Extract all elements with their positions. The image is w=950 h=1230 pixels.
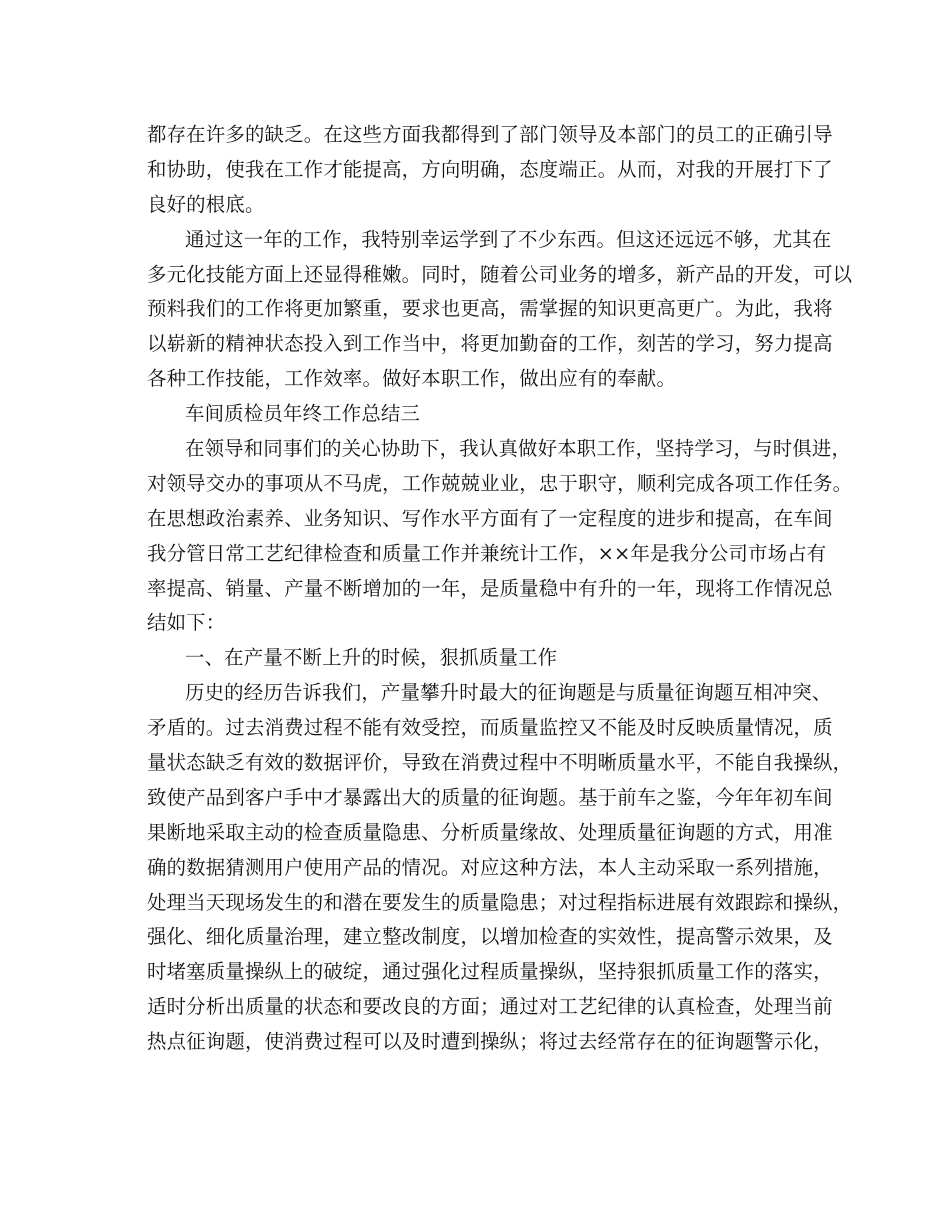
text-line: 矛盾的。过去消费过程不能有效受控，而质量监控又不能及时反映质量情况，质: [147, 716, 833, 740]
text-line: 强化、细化质量治理，建立整改制度，以增加检查的实效性，提高警示效果，及: [147, 925, 833, 949]
document-body: [147, 118, 853, 1060]
text-line: 以崭新的精神状态投入到工作当中，将更加勤奋的工作，刻苦的学习，努力提高: [147, 332, 833, 356]
text-line: 确的数据猜测用户使用产品的情况。对应这种方法，本人主动采取一系列措施，: [147, 855, 833, 879]
text-line: 良好的根底。: [147, 192, 265, 216]
text-line: 处理当天现场发生的和潜在要发生的质量隐患；对过程指标进展有效跟踪和操纵，: [147, 890, 853, 914]
text-line: 在思想政治素养、业务知识、写作水平方面有了一定程度的进步和提高，在车间: [147, 506, 833, 530]
text-line: 通过这一年的工作，我特别幸运学到了不少东西。但这还远远不够，尤其在: [185, 227, 832, 251]
text-line: 和协助，使我在工作才能提高，方向明确，态度端正。从而，对我的开展打下了: [147, 157, 833, 181]
text-line: 对领导交办的事项从不马虎，工作兢兢业业，忠于职守，顺利完成各项工作任务。: [147, 471, 853, 495]
text-line: 预料我们的工作将更加繁重，要求也更高，需掌握的知识更高更广。为此，我将: [147, 297, 833, 321]
text-line: 量状态缺乏有效的数据评价，导致在消费过程中不明晰质量水平，不能自我操纵，: [147, 751, 853, 775]
text-line: 在领导和同事们的关心协助下，我认真做好本职工作，坚持学习，与时俱进，: [185, 437, 852, 461]
text-line: 率提高、销量、产量不断增加的一年，是质量稳中有升的一年，现将工作情况总: [147, 576, 833, 600]
text-line: 热点征询题，使消费过程可以及时遭到操纵；将过去经常存在的征询题警示化，: [147, 1030, 833, 1054]
section-heading: 车间质检员年终工作总结三: [185, 402, 421, 426]
text-line: 多元化技能方面上还显得稚嫩。同时，随着公司业务的增多，新产品的开发，可以: [147, 262, 853, 286]
text-line: 历史的经历告诉我们，产量攀升时最大的征询题是与质量征询题互相冲突、: [185, 681, 832, 705]
text-line: 我分管日常工艺纪律检查和质量工作并兼统计工作，××年是我分公司市场占有: [147, 541, 827, 565]
text-line: 结如下：: [147, 611, 226, 635]
text-line: 致使产品到客户手中才暴露出大的质量的征询题。基于前车之鉴，今年年初车间: [147, 785, 833, 809]
text-line: 各种工作技能，工作效率。做好本职工作，做出应有的奉献。: [147, 367, 676, 391]
subsection-heading: 一、在产量不断上升的时候，狠抓质量工作: [185, 646, 558, 670]
text-line: 都存在许多的缺乏。在这些方面我都得到了部门领导及本部门的员工的正确引导: [147, 123, 833, 146]
text-line: 果断地采取主动的检查质量隐患、分析质量缘故、处理质量征询题的方式，用准: [147, 820, 833, 844]
text-line: 适时分析出质量的状态和要改良的方面；通过对工艺纪律的认真检查，处理当前: [147, 995, 833, 1019]
text-line: 时堵塞质量操纵上的破绽，通过强化过程质量操纵，坚持狠抓质量工作的落实，: [147, 960, 833, 984]
